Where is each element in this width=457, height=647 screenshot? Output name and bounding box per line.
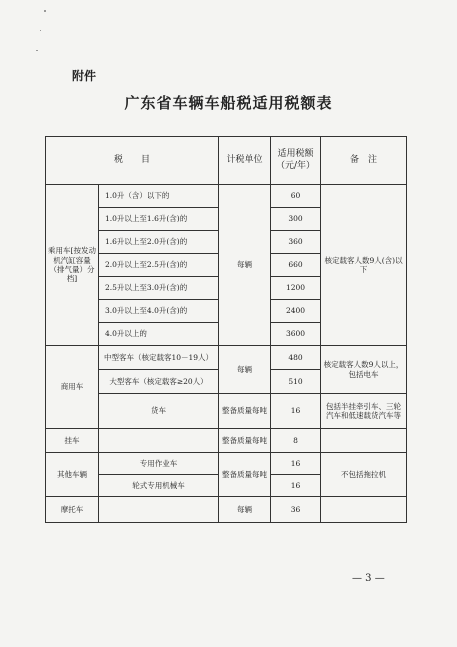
mid-bus-label: 中型客车（核定载客10－19人） xyxy=(99,346,219,370)
scan-speck xyxy=(36,50,38,51)
motorcycle-blank xyxy=(99,497,219,523)
page-number: — 3 — xyxy=(352,573,385,584)
tax-rate-table xyxy=(45,136,407,523)
passenger-subitem: 1.0升以上至1.6升(含)的 xyxy=(99,208,219,231)
document-title: 广东省车辆车船税适用税额表 xyxy=(124,94,333,112)
special-vehicle-rate: 16 xyxy=(271,453,321,475)
truck-note: 包括半挂牵引车、三轮汽车和低速载货汽车等 xyxy=(321,394,407,429)
passenger-rate: 3600 xyxy=(271,323,321,346)
table-row xyxy=(46,346,407,370)
table-header-row xyxy=(46,137,407,185)
table-row xyxy=(46,394,407,429)
wheeled-machinery-rate: 16 xyxy=(271,475,321,497)
truck-rate: 16 xyxy=(271,394,321,429)
table-row xyxy=(46,185,407,208)
other-unit: 整备质量每吨 xyxy=(219,453,271,497)
passenger-unit: 每辆 xyxy=(219,185,271,346)
trailer-unit: 整备质量每吨 xyxy=(219,429,271,453)
passenger-subitem: 1.6升以上至2.0升(含)的 xyxy=(99,231,219,254)
trailer-blank xyxy=(99,429,219,453)
passenger-rate: 660 xyxy=(271,254,321,277)
passenger-subitem: 1.0升（含）以下的 xyxy=(99,185,219,208)
trailer-note-blank xyxy=(321,429,407,453)
motorcycle-category: 摩托车 xyxy=(46,497,99,523)
truck-unit: 整备质量每吨 xyxy=(219,394,271,429)
header-unit: 计税单位 xyxy=(219,137,271,185)
passenger-subitem: 2.5升以上至3.0升(含)的 xyxy=(99,277,219,300)
wheeled-machinery-label: 轮式专用机械车 xyxy=(99,475,219,497)
header-item: 税 目 xyxy=(46,137,219,185)
scan-speck xyxy=(44,10,46,12)
trailer-rate: 8 xyxy=(271,429,321,453)
header-rate: 适用税额（元/年） xyxy=(271,137,321,185)
other-category: 其他车辆 xyxy=(46,453,99,497)
other-note: 不包括拖拉机 xyxy=(321,453,407,497)
large-bus-label: 大型客车（核定载客≥20人） xyxy=(99,370,219,394)
truck-label: 货车 xyxy=(99,394,219,429)
attachment-label: 附件 xyxy=(72,69,97,83)
scan-speck xyxy=(40,30,41,31)
passenger-rate: 2400 xyxy=(271,300,321,323)
table-row xyxy=(46,429,407,453)
passenger-note: 核定载客人数9人(含)以下 xyxy=(321,185,407,346)
motorcycle-note-blank xyxy=(321,497,407,523)
motorcycle-unit: 每辆 xyxy=(219,497,271,523)
passenger-category: 乘用车[按发动机汽缸容量（排气量）分档] xyxy=(46,185,99,346)
table-row xyxy=(46,497,407,523)
trailer-category: 挂车 xyxy=(46,429,99,453)
header-note: 备 注 xyxy=(321,137,407,185)
special-vehicle-label: 专用作业车 xyxy=(99,453,219,475)
bus-note: 核定载客人数9人以上，包括电车 xyxy=(321,346,407,394)
passenger-rate: 60 xyxy=(271,185,321,208)
mid-bus-rate: 480 xyxy=(271,346,321,370)
passenger-rate: 1200 xyxy=(271,277,321,300)
passenger-subitem: 4.0升以上的 xyxy=(99,323,219,346)
table-row xyxy=(46,453,407,475)
commercial-category: 商用车 xyxy=(46,346,99,429)
bus-unit: 每辆 xyxy=(219,346,271,394)
motorcycle-rate: 36 xyxy=(271,497,321,523)
large-bus-rate: 510 xyxy=(271,370,321,394)
passenger-subitem: 3.0升以上至4.0升(含)的 xyxy=(99,300,219,323)
passenger-rate: 360 xyxy=(271,231,321,254)
passenger-rate: 300 xyxy=(271,208,321,231)
passenger-subitem: 2.0升以上至2.5升(含)的 xyxy=(99,254,219,277)
